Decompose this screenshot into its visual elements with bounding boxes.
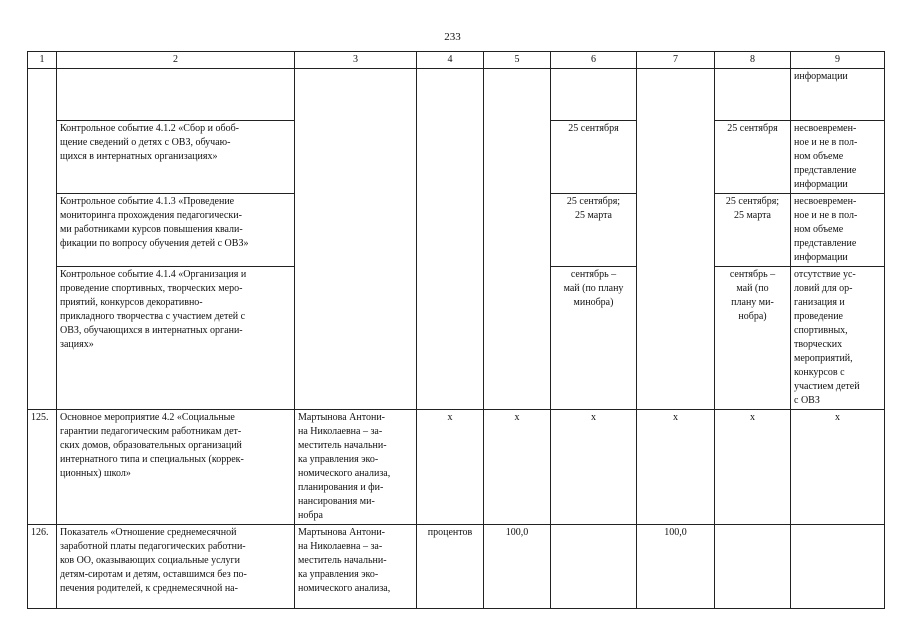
header-cell: 4 — [417, 52, 484, 69]
value-cell — [637, 69, 715, 410]
date-cell — [551, 525, 637, 609]
date-cell: х — [715, 410, 791, 525]
date-cell: 25 сентября — [715, 121, 791, 194]
description-cell: Основное мероприятие 4.2 «Социальные гарантии педагогическим работникам дет- ских домов, образовательных организаций интернатного типа и специальных (коррек- ционных) школ» — [57, 410, 295, 525]
risk-cell: отсутствие ус- ловий для ор- ганизация и проведение спортивных, творческих мероприятий, конкурсов с участием детей с ОВЗ — [791, 267, 885, 410]
date-cell — [715, 525, 791, 609]
date-cell — [715, 69, 791, 121]
page-number: 233 — [444, 31, 461, 43]
unit-cell: процентов — [417, 525, 484, 609]
date-cell: 25 сентября; 25 марта — [715, 194, 791, 267]
header-cell: 2 — [57, 52, 295, 69]
table-row — [28, 410, 885, 525]
risk-cell: несвоевремен- ное и не в пол- ном объеме представление информации — [791, 121, 885, 194]
responsible-cell — [295, 69, 417, 410]
date-cell — [551, 69, 637, 121]
row-number-cell: 125. — [28, 410, 57, 525]
unit-cell: х — [417, 410, 484, 525]
date-cell: 25 сентября; 25 марта — [551, 194, 637, 267]
value-cell: 100,0 — [637, 525, 715, 609]
date-cell: сентябрь – май (по плану минобра) — [551, 267, 637, 410]
responsible-cell: Мартынова Антони- на Николаевна – за- меститель начальни- ка управления эко- номического анализа, — [295, 525, 417, 609]
row-number-cell: 126. — [28, 525, 57, 609]
header-cell: 1 — [28, 52, 57, 69]
description-cell: Контрольное событие 4.1.4 «Организация и проведение спортивных, творческих меро- приятий, конкурсов декоративно- прикладного творчества с участием детей с ОВЗ, обучающихся в интернатных органи- зациях» — [57, 267, 295, 410]
value-cell — [484, 69, 551, 410]
value-cell: х — [484, 410, 551, 525]
date-cell: х — [551, 410, 637, 525]
header-cell: 7 — [637, 52, 715, 69]
table-row — [28, 69, 885, 121]
header-cell: 3 — [295, 52, 417, 69]
value-cell: 100,0 — [484, 525, 551, 609]
responsible-cell: Мартынова Антони- на Николаевна – за- меститель начальни- ка управления эко- номического анализа, планирования и фи- нансирования ми- нобра — [295, 410, 417, 525]
header-cell: 6 — [551, 52, 637, 69]
value-cell: х — [637, 410, 715, 525]
description-cell: Контрольное событие 4.1.3 «Проведение мониторинга прохождения педагогически- ми работниками курсов повышения квали- фикации по вопросу обучения детей с ОВЗ» — [57, 194, 295, 267]
header-cell: 9 — [791, 52, 885, 69]
risk-cell: информации — [791, 69, 885, 121]
row-number-cell — [28, 69, 57, 410]
table-row — [28, 525, 885, 609]
header-row — [28, 52, 885, 69]
risk-cell: несвоевремен- ное и не в пол- ном объеме представление информации — [791, 194, 885, 267]
plan-table — [27, 51, 885, 609]
header-cell: 8 — [715, 52, 791, 69]
header-cell: 5 — [484, 52, 551, 69]
unit-cell — [417, 69, 484, 410]
risk-cell — [791, 525, 885, 609]
date-cell: сентябрь – май (по плану ми- нобра) — [715, 267, 791, 410]
description-cell — [57, 69, 295, 121]
risk-cell: х — [791, 410, 885, 525]
date-cell: 25 сентября — [551, 121, 637, 194]
description-cell: Показатель «Отношение среднемесячной заработной платы педагогических работни- ков ОО, оказывающих социальные услуги детям-сиротам и детям, оставшимся без по- печения родителей, к среднемесячной на- — [57, 525, 295, 609]
description-cell: Контрольное событие 4.1.2 «Сбор и обоб- щение сведений о детях с ОВЗ, обучаю- щихся в интернатных организациях» — [57, 121, 295, 194]
